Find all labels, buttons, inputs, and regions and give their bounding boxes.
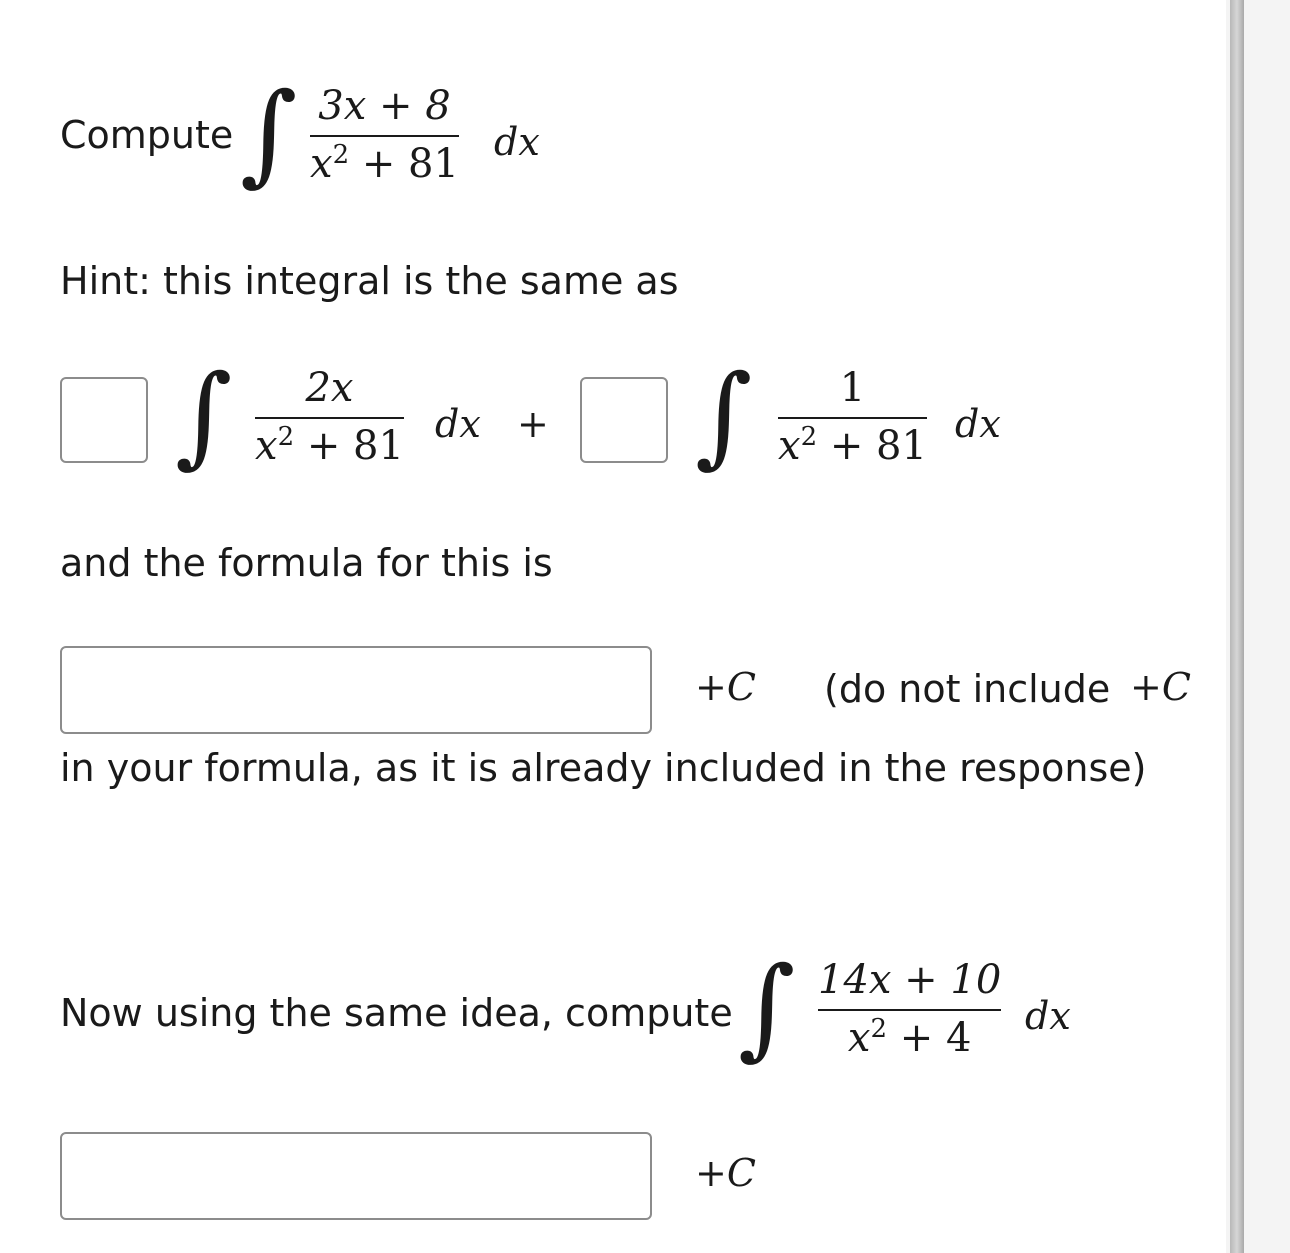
formula-input[interactable] <box>60 646 652 734</box>
hint-numerator-2: 1 <box>839 365 866 411</box>
main-denominator: $x^2 + 81$ <box>310 140 459 187</box>
main-numerator: 3x + 8 <box>318 83 451 129</box>
second-denominator: $x^2 + 4$ <box>847 1014 972 1061</box>
coefficient-input-1[interactable] <box>60 377 148 463</box>
integral-symbol: ∫ <box>738 943 796 1071</box>
second-fraction <box>818 957 1002 1061</box>
differential: dx <box>494 120 540 164</box>
hint-numerator-1: 2x <box>305 365 354 411</box>
scrollbar-thumb[interactable] <box>1230 0 1244 1253</box>
plus-c: +C <box>695 665 756 709</box>
differential: dx <box>955 402 1001 446</box>
hint-fraction-2 <box>778 365 927 469</box>
fraction-bar <box>255 417 404 419</box>
plus-sign: + <box>517 402 549 446</box>
integral-symbol: ∫ <box>695 351 753 479</box>
hint-text: Hint: this integral is the same as <box>60 259 679 303</box>
main-fraction <box>310 83 459 187</box>
answer-input[interactable] <box>60 1132 652 1220</box>
formula-text: and the formula for this is <box>60 541 553 585</box>
second-problem-text: Now using the same idea, compute <box>60 991 733 1035</box>
integral-symbol: ∫ <box>175 351 233 479</box>
fraction-bar <box>778 417 927 419</box>
hint-denominator-2: $x^2 + 81$ <box>778 422 927 469</box>
note-start: (do not include <box>824 667 1111 711</box>
hint-fraction-1 <box>255 365 404 469</box>
note-end: in your formula, as it is already included in the response) <box>60 746 1147 790</box>
differential: dx <box>1025 994 1071 1038</box>
plus-c: +C <box>695 1151 756 1195</box>
second-numerator: 14x + 10 <box>818 957 1002 1003</box>
integral-symbol: ∫ <box>240 69 298 197</box>
hint-denominator-1: $x^2 + 81$ <box>255 422 404 469</box>
fraction-bar <box>310 135 459 137</box>
differential: dx <box>435 402 481 446</box>
fraction-bar <box>818 1009 1001 1011</box>
note-plus-c: +C <box>1130 665 1191 709</box>
coefficient-input-2[interactable] <box>580 377 668 463</box>
compute-label: Compute <box>60 113 234 157</box>
